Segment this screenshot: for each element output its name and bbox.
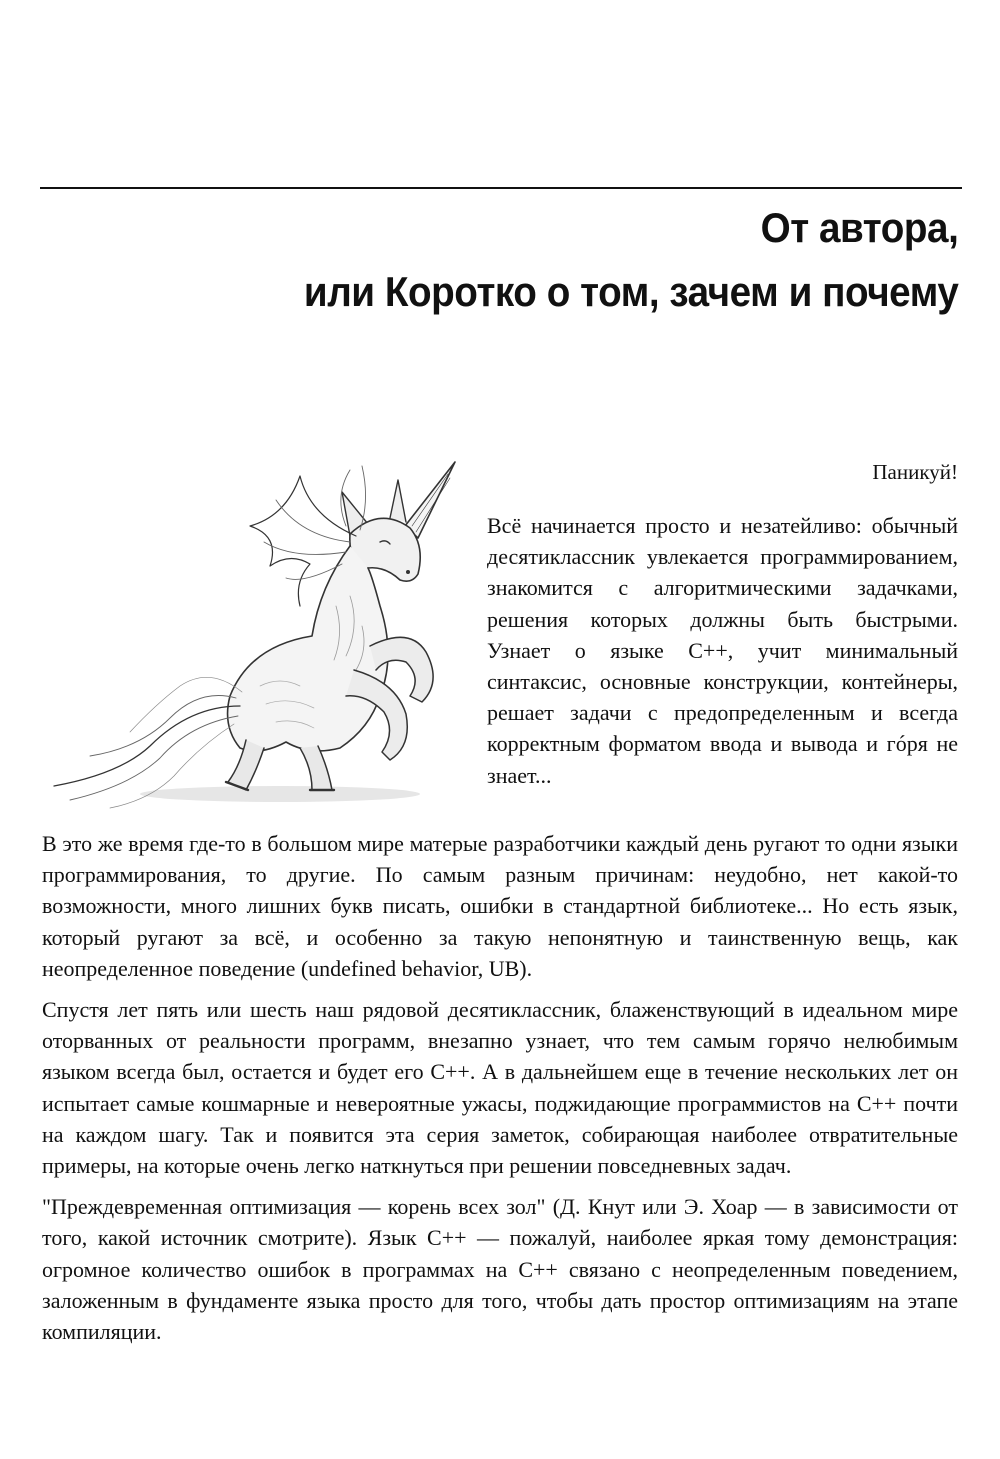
chapter-rule [40, 187, 962, 189]
body-text [42, 828, 958, 1357]
paragraph: В это же время где-то в большом мире матерые разработчики каждый день ругают то одни языки программирования, то другие. По самым разным причинам: неудобно, нет какой-то возможности, много лишних букв писать, ошибки в стандартной библиотеке... Но есть язык, который ругают за всё, и особенно за такую непонятную и таинственную вещь, как неопределенное поведение (undefined behavior, UB). [42, 831, 958, 981]
paragraph: Спустя лет пять или шесть наш рядовой десятиклассник, блаженствующий в идеальном мире оторванных от реальности программ, внезапно узнает, что тем самым горячо нелюбимым языком всегда был, остается и будет его C++. А в дальнейшем еще в течение нескольких лет он испытает самые кошмарные и невероятные ужасы, поджидающие программистов на C++ почти на каждом шагу. Так и появится эта серия заметок, собирающая наиболее отвратительные примеры, на которые очень легко наткнуться при решении повседневных задач. [42, 997, 958, 1179]
unicorn-drawing-icon [50, 456, 465, 816]
chapter-title-line-2: или Коротко о том, зачем и почему [303, 268, 958, 315]
chapter-title-line-1: От автора, [760, 204, 958, 251]
paragraph: "Преждевременная оптимизация — корень всех зол" (Д. Кнут или Э. Хоар — в зависимости от того, какой источник смотрите). Язык C++ — пожалуй, наиболее яркая тому демонстрация: огромное количество ошибок в программах на C++ связано с неопределенным поведением, заложенным в фундаменте языка просто для того, чтобы дать простор оптимизациям на этапе компиляции. [42, 1194, 958, 1345]
chapter-title [304, 196, 958, 324]
epigraph: Паникуй! [872, 460, 958, 484]
intro-paragraph: Всё начинается просто и незатейливо: обычный десятиклассник увлекается программированием, знакомится с алгоритмическими задачками, решения которых должны быть быстрыми. Узнает о языке C++, учит минимальный синтаксис, основные конструкции, контейнеры, решает задачи с предопределенным и всегда корректным форматом ввода и вывода и гóря не знает... [487, 513, 958, 788]
